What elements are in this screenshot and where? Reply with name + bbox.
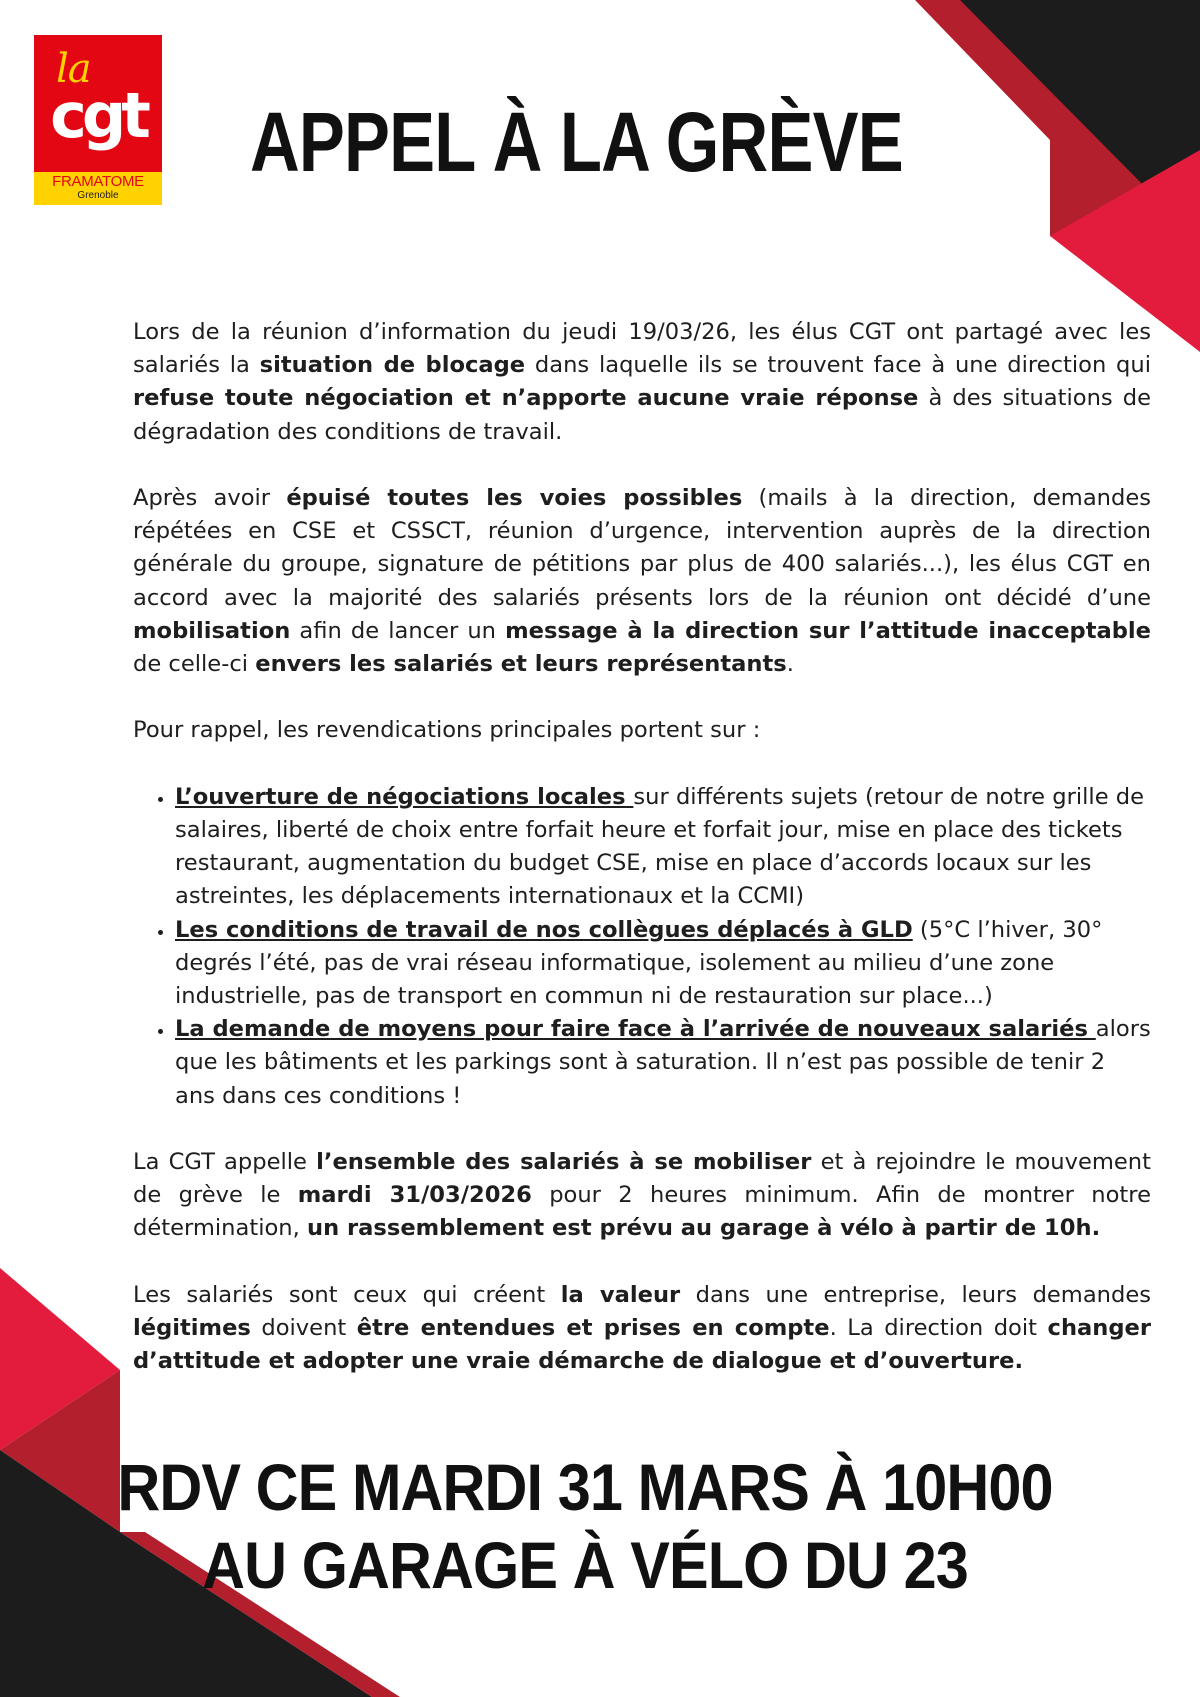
p5-bold-3: être entendues et prises en compte bbox=[356, 1315, 830, 1342]
list-item-bold: Les conditions de travail de nos collègues déplacés à GLD bbox=[175, 916, 913, 943]
footer-line-1: RDV CE MARDI 31 MARS À 10H00 bbox=[117, 1450, 1053, 1524]
p1-text-3: à des situations de dégradation des conditions de travail. bbox=[133, 385, 1152, 445]
p4-bold-1: l’ensemble des salariés à se mobiliser bbox=[316, 1149, 812, 1176]
list-item-text: (5°C l’hiver, 30° degrés l’été, pas de vrai réseau informatique, isolement au milieu d’une zone industrielle, pas de transport en commun ni de restauration sur place...) bbox=[175, 916, 1103, 1010]
p2-bold-4: envers les salariés et leurs représentants bbox=[255, 651, 787, 678]
p4-bold-3: un rassemblement est prévu au garage à vélo à partir de 10h. bbox=[307, 1215, 1101, 1242]
list-item-bold: L’ouverture de négociations locales bbox=[175, 783, 634, 810]
p5-bold-2: légitimes bbox=[133, 1315, 251, 1342]
p1-bold-2: refuse toute négociation et n’apporte aucune vraie réponse bbox=[133, 385, 919, 412]
paragraph-conclusion bbox=[133, 1279, 1151, 1379]
list-item bbox=[175, 1013, 1151, 1113]
p2-text-3: afin de lancer un bbox=[290, 617, 506, 644]
logo-city-text: Grenoble bbox=[77, 190, 119, 201]
p2-bold-2: mobilisation bbox=[133, 617, 291, 644]
paragraph-call bbox=[133, 1146, 1151, 1246]
p1-bold-1: situation de blocage bbox=[259, 352, 526, 379]
list-item-text: sur différents sujets (retour de notre grille de salaires, liberté de choix entre forfait heure et forfait jour, mise en place des tickets restaurant, augmentation du budget CSE, mise en place d’accords locaux sur les astreintes, les déplacements internationaux et la CCMI) bbox=[175, 783, 1145, 910]
p4-text-1: La CGT appelle bbox=[133, 1149, 317, 1176]
p4-text-3: pour 2 heures minimum. Afin de montrer notre détermination, bbox=[133, 1182, 1151, 1242]
p2-text-1: Après avoir bbox=[133, 485, 287, 511]
logo-org-text: FRAMATOME bbox=[52, 173, 144, 190]
p1-text-2: dans laquelle ils se trouvent face à une direction qui bbox=[525, 352, 1151, 379]
footer-line-2: AU GARAGE À VÉLO DU 23 bbox=[202, 1528, 968, 1602]
cgt-framatome-logo bbox=[34, 35, 162, 205]
p1-text-1: Lors de la réunion d’information du jeudi 19/03/26, les élus CGT ont partagé avec les salariés la bbox=[133, 319, 1151, 379]
p2-text-5: . bbox=[786, 651, 794, 678]
p5-text-2: dans une entreprise, leurs demandes bbox=[680, 1281, 1151, 1308]
logo-cgt-text: cgt bbox=[50, 79, 146, 152]
p5-text-4: . La direction doit bbox=[829, 1315, 1048, 1342]
main-content bbox=[133, 316, 1151, 1412]
list-item-text: alors que les bâtiments et les parkings sont à saturation. Il n’est pas possible de tenir 2 ans dans ces conditions ! bbox=[175, 1016, 1151, 1109]
p2-text-4: de celle-ci bbox=[133, 651, 256, 678]
paragraph-intro bbox=[133, 316, 1151, 449]
logo-la-text: la bbox=[56, 46, 91, 92]
paragraph-reminder: Pour rappel, les revendications principales portent sur : bbox=[133, 717, 761, 744]
paragraph-actions bbox=[133, 482, 1151, 681]
p2-text-2: (mails à la direction, demandes répétées en CSE et CSSCT, réunion d’urgence, intervention auprès de la direction générale du groupe, signature de pétitions par plus de 400 salariés...), les élus CGT en accord avec la majorité des salariés présents lors de la réunion ont décidé d’une bbox=[133, 485, 1151, 611]
p4-text-2: et à rejoindre le mouvement de grève le bbox=[133, 1149, 1151, 1209]
rendezvous-footer bbox=[0, 1448, 1170, 1604]
list-item bbox=[175, 914, 1151, 1014]
p2-bold-1: épuisé toutes les voies possibles bbox=[286, 485, 743, 511]
p4-bold-2: mardi 31/03/2026 bbox=[297, 1182, 532, 1209]
page-title: APPEL À LA GRÈVE bbox=[250, 95, 903, 189]
p5-bold-4: changer d’attitude et adopter une vraie démarche de dialogue et d’ouverture. bbox=[133, 1315, 1151, 1375]
p5-text-1: Les salariés sont ceux qui créent bbox=[133, 1281, 561, 1308]
p5-text-3: doivent bbox=[250, 1315, 357, 1342]
p5-bold-1: la valeur bbox=[560, 1281, 681, 1308]
list-item bbox=[175, 781, 1151, 914]
demands-list bbox=[133, 781, 1151, 1113]
list-item-bold: La demande de moyens pour faire face à l’arrivée de nouveaux salariés bbox=[175, 1016, 1096, 1043]
p2-bold-3: message à la direction sur l’attitude inacceptable bbox=[505, 617, 1151, 644]
logo-band bbox=[34, 172, 162, 205]
